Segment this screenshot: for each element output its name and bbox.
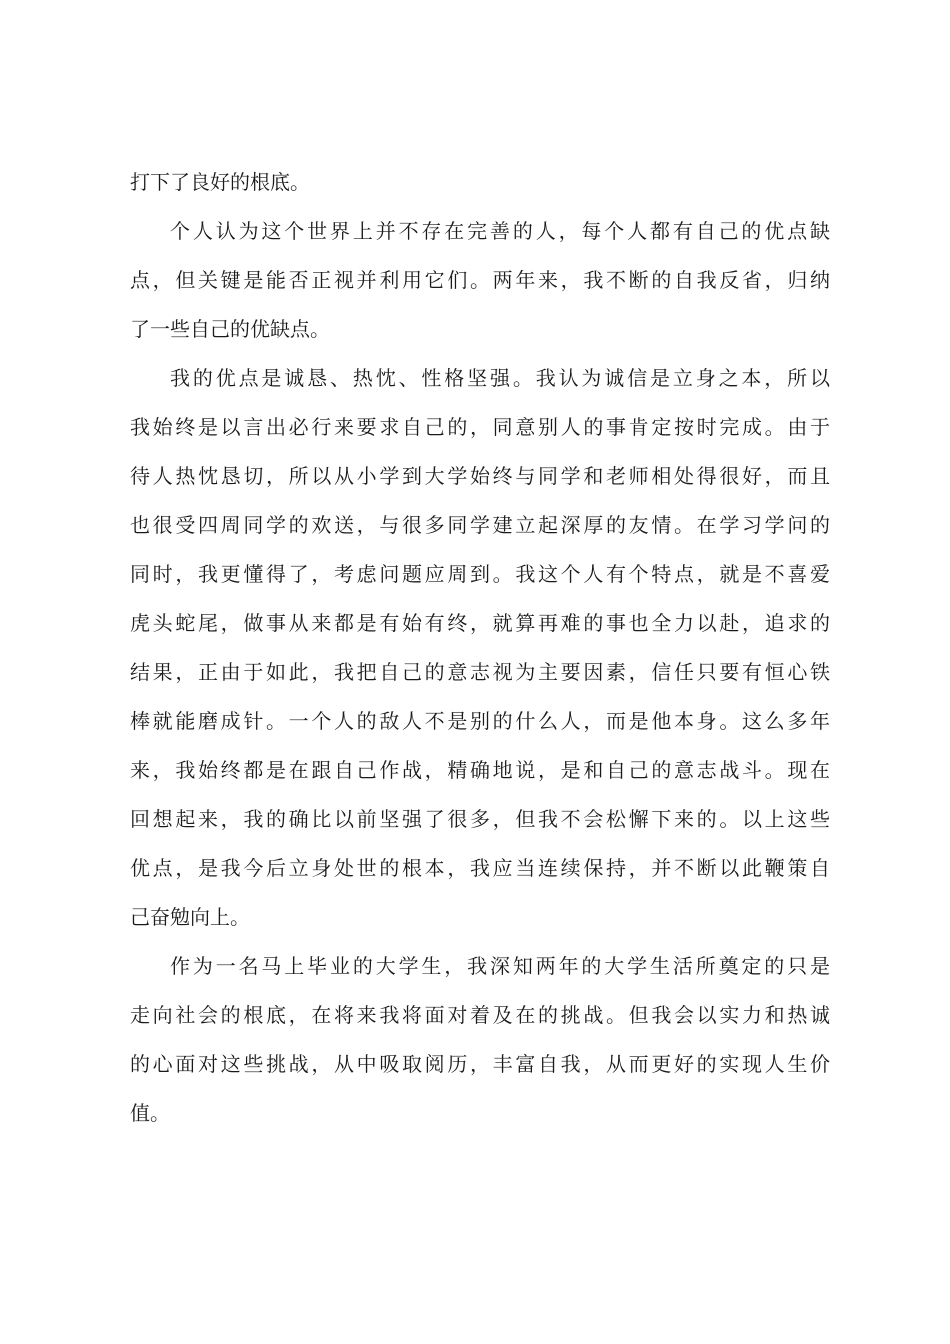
paragraph-1 — [130, 158, 830, 207]
text-line: 了一些自己的优缺点。 — [130, 317, 330, 341]
text-line: 值。 — [130, 1101, 170, 1125]
text-line: 的心面对这些挑战，从中吸取阅历，丰富自我，从而更好的实现人生价 — [130, 1052, 830, 1076]
text-line: 我的优点是诚恳、热忱、性格坚强。我认为诚信是立身之本，所以 — [170, 366, 830, 390]
text-line: 个人认为这个世界上并不存在完善的人，每个人都有自己的优点缺 — [170, 219, 830, 243]
text-line: 己奋勉向上。 — [130, 905, 250, 929]
text-line: 待人热忱恳切，所以从小学到大学始终与同学和老师相处得很好，而且 — [130, 464, 830, 488]
text-line: 打下了良好的根底。 — [130, 170, 310, 194]
text-line: 点，但关键是能否正视并利用它们。两年来，我不断的自我反省，归纳 — [130, 268, 830, 292]
text-line: 我始终是以言出必行来要求自己的，同意别人的事肯定按时完成。由于 — [130, 415, 830, 439]
text-line: 虎头蛇尾，做事从来都是有始有终，就算再难的事也全力以赴，追求的 — [130, 611, 830, 635]
text-line: 棒就能磨成针。一个人的敌人不是别的什么人，而是他本身。这么多年 — [130, 709, 830, 733]
text-line: 来，我始终都是在跟自己作战，精确地说，是和自己的意志战斗。现在 — [130, 758, 830, 782]
paragraph-2 — [130, 207, 830, 354]
text-line: 优点，是我今后立身处世的根本，我应当连续保持，并不断以此鞭策自 — [130, 856, 830, 880]
text-line: 走向社会的根底，在将来我将面对着及在的挑战。但我会以实力和热诚 — [130, 1003, 830, 1027]
text-line: 同时，我更懂得了，考虑问题应周到。我这个人有个特点，就是不喜爱 — [130, 562, 830, 586]
text-line: 也很受四周同学的欢送，与很多同学建立起深厚的友情。在学习学问的 — [130, 513, 830, 537]
text-line: 结果，正由于如此，我把自己的意志视为主要因素，信任只要有恒心铁 — [130, 660, 830, 684]
paragraph-3 — [130, 354, 830, 942]
paragraph-4 — [130, 942, 830, 1138]
text-line: 作为一名马上毕业的大学生，我深知两年的大学生活所奠定的只是 — [170, 954, 830, 978]
text-line: 回想起来，我的确比以前坚强了很多，但我不会松懈下来的。以上这些 — [130, 807, 830, 831]
document-body — [130, 158, 830, 1138]
